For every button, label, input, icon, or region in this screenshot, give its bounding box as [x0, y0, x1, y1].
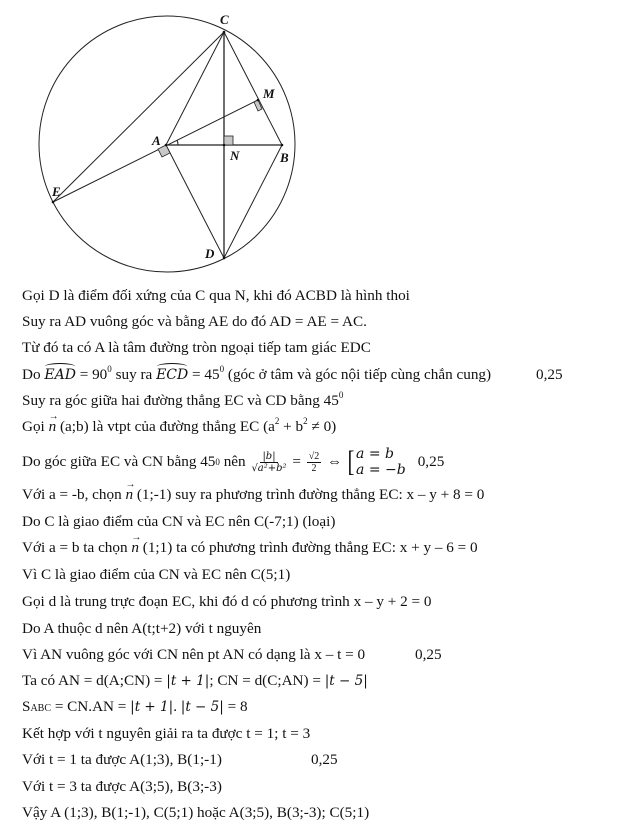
vector-n: → n	[49, 418, 57, 436]
case-bracket: [ a = b a = −b	[347, 445, 406, 478]
text: (1;-1) suy ra phương trình đường thẳng EC: x – y + 8 = 0	[133, 486, 485, 503]
text: Suy ra góc giữa hai đường thẳng EC và CD bằng 45	[22, 392, 339, 409]
numerator: |b|	[262, 450, 276, 462]
text: S	[22, 698, 31, 715]
text: ≠ 0)	[307, 418, 337, 435]
text-line	[22, 539, 478, 557]
abs-expression: |t − 5|	[324, 673, 368, 689]
text: Gọi	[22, 418, 49, 435]
superscript: 2	[303, 416, 308, 426]
score: 0,25	[417, 453, 445, 470]
text-line: Gọi D là điểm đối xứng của C qua N, khi đó ACBD là hình thoi	[22, 287, 410, 304]
text-line: Từ đó ta có A là tâm đường tròn ngoại tiếp tam giác EDC	[22, 339, 371, 356]
text-line: Do góc giữa EC và CN bằng 45 0 nên $\frac{|b|}{\text{√a²+b²}}$ = $\frac{√2}{2}$ ⇔ [ a = b a = −b 0,25	[22, 445, 445, 478]
text: (1;1) ta có phương trình đường thẳng EC: x + y – 6 = 0	[138, 539, 478, 556]
superscript: 0	[107, 364, 112, 374]
text-line: Với t = 1 ta được A(1;3), B(1;-1)	[22, 751, 222, 768]
case-row: a = b	[356, 446, 394, 462]
segment-EM	[53, 100, 258, 202]
text: = 8	[223, 698, 248, 715]
text-line	[22, 366, 491, 384]
subscript: ABC	[30, 703, 52, 714]
abs-expression: |t + 1|	[130, 699, 174, 715]
text: = 90	[75, 366, 108, 383]
abs-expression: |t − 5|	[180, 699, 224, 715]
text-line: Với t = 3 ta được A(3;5), B(3;-3)	[22, 778, 222, 795]
superscript: 2	[274, 416, 280, 426]
text-line: Do C là giao điểm của CN và EC nên C(-7;1) (loại)	[22, 513, 336, 530]
geometry-figure	[0, 0, 320, 280]
text: = CN.AN =	[51, 698, 131, 715]
superscript: 0	[219, 364, 225, 374]
text: Do góc giữa EC và CN bằng 45	[22, 453, 216, 470]
text: Với a = -b, chọn	[22, 486, 126, 503]
text-line: Vì C là giao điểm của CN và EC nên C(5;1)	[22, 566, 291, 583]
case-row: a = −b	[356, 462, 406, 478]
text-line: Vậy A (1;3), B(1;-1), C(5;1) hoặc A(3;5), B(3;-3); C(5;1)	[22, 804, 370, 821]
text: Do	[22, 366, 45, 383]
fraction	[251, 451, 286, 474]
label-B: B	[280, 150, 289, 165]
denominator: √a²+b²	[251, 462, 287, 474]
text: + b	[279, 418, 304, 435]
angle-arc-A	[177, 140, 178, 145]
label-A: A	[152, 133, 161, 148]
text-line	[22, 392, 343, 410]
numerator: √2	[308, 450, 320, 462]
score: 0,25	[311, 751, 338, 768]
vector-n: → n	[125, 486, 133, 504]
segment-AD	[166, 145, 224, 258]
text-line	[22, 672, 368, 690]
segment-AC	[166, 32, 224, 145]
text: ⇔	[323, 453, 347, 470]
text-line	[22, 486, 484, 504]
label-M: M	[263, 86, 275, 101]
label-E: E	[52, 184, 61, 199]
text-line: Do A thuộc d nên A(t;t+2) với t nguyên	[22, 620, 262, 637]
score: 0,25	[415, 646, 442, 663]
text-line: Kết hợp với t nguyên giải ra ta được t = 1; t = 3	[22, 725, 311, 742]
text: ; CN = d(C;AN) =	[209, 672, 325, 689]
abs-expression: |t + 1|	[166, 673, 210, 689]
score: 0,25	[536, 366, 563, 383]
fraction	[307, 451, 322, 474]
segment-EC	[53, 32, 224, 202]
text: (a;b) là vtpt của đường thẳng EC (a	[56, 418, 275, 435]
label-C: C	[220, 12, 229, 27]
angle-ECD: ECD	[156, 367, 189, 383]
text: Ta có AN = d(A;CN) =	[22, 672, 167, 689]
text: suy ra	[111, 366, 157, 383]
text-line: Gọi d là trung trực đoạn EC, khi đó d có phương trình x – y + 2 = 0	[22, 593, 432, 610]
text: (góc ở tâm và góc nội tiếp cùng chắn cung)	[224, 366, 492, 383]
text: =	[288, 453, 305, 470]
text: nên	[219, 453, 250, 470]
superscript: 0	[338, 390, 344, 400]
angle-EAD: EAD	[44, 367, 76, 383]
denominator: 2	[311, 462, 317, 474]
text-line	[22, 698, 248, 718]
vector-n: → n	[131, 539, 139, 557]
label-D: D	[205, 246, 215, 261]
text-line: Vì AN vuông góc với CN nên pt AN có dạng là x – t = 0	[22, 646, 366, 663]
text-line: Suy ra AD vuông góc và bằng AE do đó AD = AE = AC.	[22, 313, 367, 330]
text: Với a = b ta chọn	[22, 539, 132, 556]
text: .	[173, 698, 181, 715]
label-N: N	[230, 148, 240, 163]
right-angle-M	[254, 100, 262, 111]
text-line	[22, 418, 336, 436]
text: = 45	[188, 366, 220, 383]
right-angle-N	[224, 136, 233, 145]
